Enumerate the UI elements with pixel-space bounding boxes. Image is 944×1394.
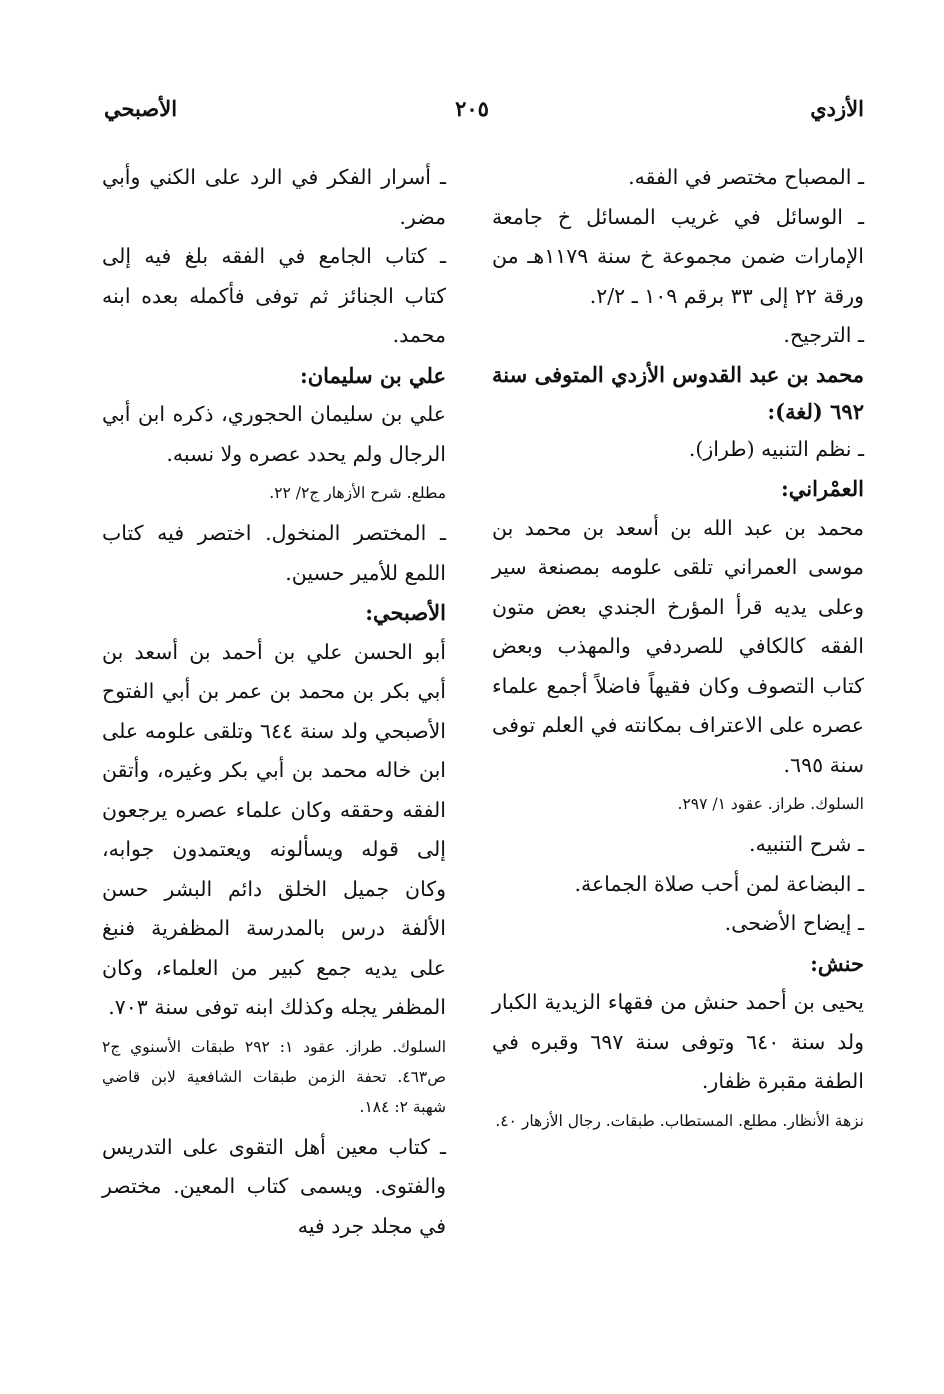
entry-sources: مطلع. شرح الأزهار ج٢/ ٢٢. [269,484,446,502]
running-header-left: الأصبحي [104,96,178,121]
list-item: ـ شرح التنبيه. [749,832,864,856]
running-header-right: الأزدي [810,96,864,121]
list-item: ـ البضاعة لمن أحب صلاة الجماعة. [574,871,864,896]
entry-sources: السلوك. طراز. عقود ١: ٢٩٢ طبقات الأسنوي ج٢ ص٤٦٣. تحفة الزمن طبقات الشافعية لابن قاضي شهبة ٢: ١٨٤. [102,1037,447,1116]
entry-body: محمد بن عبد الله بن أسعد بن محمد بن موسى العمراني تلقى علومه بمصنعة سير وعلى يديه قرأ المؤرخ الجندي بعض متون الفقه كالكافي للصردفي والمهذب وبعض كتاب التصوف وكان فقيهاً فاضلاً أجمع علماء عصره على الاعتراف بمكانته في العلم توفى سنة ٦٩٥. [492,515,864,777]
list-item: ـ نظم التنبيه (طراز). [688,436,864,461]
list-item: ـ الوسائل في غريب المسائل خ جامعة الإمارات ضمن مجموعة خ سنة ١١٧٩هـ من ورقة ٢٢ إلى ٣٣ برقم ١٠٩ ـ ٢/٢. [492,204,864,308]
list-item: ـ كتاب الجامع في الفقه بلغ فيه إلى كتاب الجنائز ثم توفى فأكمله بعده ابنه محمد. [102,244,446,347]
list-item: ـ كتاب معين أهل التقوى على التدريس والفتوى. ويسمى كتاب المعين. مختصر في مجلد جرد فيه [102,1134,446,1238]
list-item: ـ الترجيح. [783,323,864,347]
entry-body: أبو الحسن علي بن أحمد بن أسعد بن أبي بكر بن محمد بن عمر بن أبي الفتوح الأصبحي ولد سنة ٦٤٤ وتلقى علومه على ابن خاله محمد بن أبي بكر وغيره، وأتقن الفقه وحققه وكان علماء عصره يرجعون إلى قوله ويسألونه ويعتمدون جوابه، وكان جميل الخلق دائم البشر حسن الألفة درس بالمدرسة المظفرية فنبغ على يديه جمع كبير من العلماء، وكان المظفر يجله وكذلك ابنه توفى سنة ٧٠٣. [102,639,446,1019]
entry-heading: محمد بن عبد القدوس الأزدي المتوفى سنة ٦٩٢ (لغة): [492,361,864,424]
entry-sources: نزهة الأنظار. مطلع. المستطاب. طبقات. رجال الأزهار ٤٠. [495,1111,864,1130]
list-item: ـ المصباح مختصر في الفقه. [628,165,864,189]
page-number: ٢٠٥ [455,96,489,121]
entry-body: علي بن سليمان الحجوري، ذكره ابن أبي الرجال ولم يحدد عصره ولا نسبه. [102,402,446,466]
list-item: ـ إيضاح الأضحى. [724,911,864,935]
list-item: ـ أسرار الفكر في الرد على الكني وأبي مضر. [102,165,446,229]
right-column [492,158,864,1142]
entry-heading: العمْراني: [780,476,864,501]
entry-heading: علي بن سليمان: [299,362,446,388]
entry-heading: حنش: [810,950,864,976]
list-item: ـ المختصر المنخول. اختصر فيه كتاب اللمع للأمير حسين. [102,521,446,585]
left-column [102,158,446,1246]
entry-heading: الأصبحي: [365,600,446,625]
entry-body: يحيى بن أحمد حنش من فقهاء الزيدية الكبار ولد سنة ٦٤٠ وتوفى سنة ٦٩٧ وقبره في الطفة مقبرة ظفار. [492,990,865,1093]
entry-sources: السلوك. طراز. عقود ١/ ٢٩٧. [677,795,864,813]
